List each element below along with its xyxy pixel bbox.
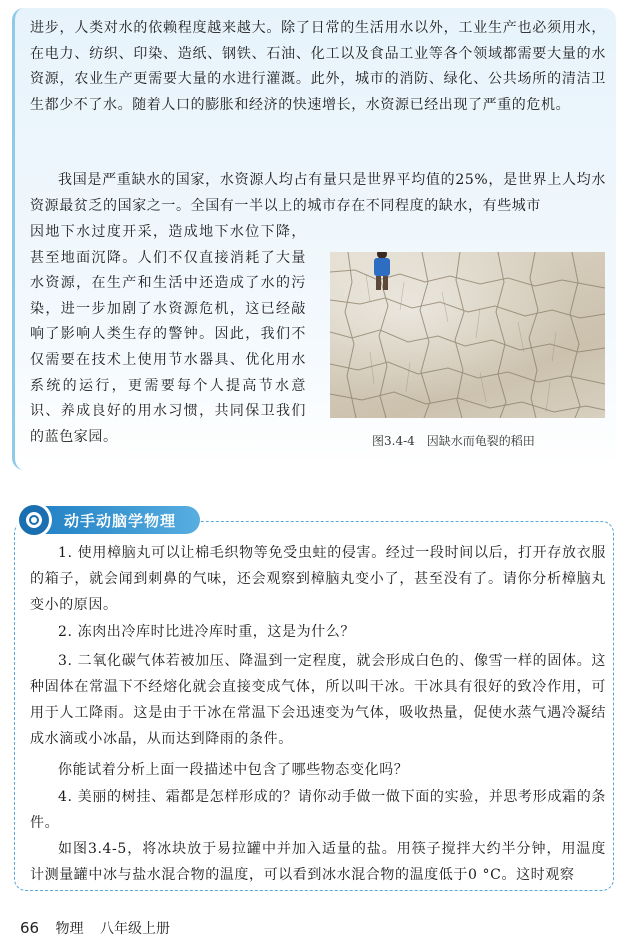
paragraph-water-demand: 进步，人类对水的依赖程度越来越大。除了日常的生活用水以外，工业生产也必须用水，在电力、纺织、印染、造纸、钢铁、石油、化工以及食品工业等各个领域都需要大量的水资源，农业生产更需要大量的水进行灌溉。此外，城市的消防、绿化、公共场所的清洁卫生都少不了水。随着人口的膨胀和经济的快速增长，水资源已经出现了严重的危机。 <box>30 20 606 113</box>
page-number: 66 <box>20 919 40 937</box>
question-4: 4. 美丽的树挂、霜都是怎样形成的？请你动手做一做下面的实验，并思考形成霜的条件。 <box>30 789 606 831</box>
question-3: 3. 二氧化碳气体若被加压、降温到一定程度，就会形成白色的、像雪一样的固体。这种固体在常温下不经熔化就会直接变成气体，所以叫干冰。干冰具有很好的致冷作用，可用于人工降雨。这是由于干冰在常温下会迅速变为气体，吸收热量，促使水蒸气遇冷凝结成水滴或小冰晶，从而达到降雨的条件。 <box>30 653 606 747</box>
activity-title: 动手动脑学物理 <box>64 512 177 530</box>
subject-label: 物理 <box>55 921 84 937</box>
question-4-experiment: 如图3.4-5，将冰块放于易拉罐中并加入适量的盐。用筷子搅拌大约半分钟，用温度计测量罐中冰与盐水混合物的温度，可以看到冰水混合物的温度低于0 °C。这时观察 <box>30 841 606 883</box>
paragraph-conservation: 因地下水过度开采，造成地下水位下降，甚至地面沉降。人们不仅直接消耗了大量水资源，在生产和生活中还造成了水的污染，进一步加剧了水资源危机，这已经敲响了影响人类生存的警钟。因此，我们不仅需要在技术上使用节水器具、优化用水系统的运行，更需要每个人提高节水意识、养成良好的用水习惯，共同保卫我们的蓝色家园。 <box>30 224 306 445</box>
target-icon <box>16 502 52 538</box>
page-footer <box>20 918 182 938</box>
question-2: 2. 冻肉出冷库时比进冷库时重，这是为什么？ <box>58 624 356 640</box>
cracked-paddy-field-photo <box>330 252 605 418</box>
question-3-followup: 你能试着分析上面一段描述中包含了哪些物态变化吗？ <box>58 762 409 778</box>
figure-caption: 图3.4-4 因缺水而龟裂的稻田 <box>372 434 535 448</box>
grade-label: 八年级上册 <box>100 921 170 937</box>
cracked-earth-pattern <box>330 252 605 418</box>
question-1: 1. 使用樟脑丸可以让棉毛织物等免受虫蛀的侵害。经过一段时间以后，打开存放衣服的箱子，就会闻到刺鼻的气味，还会观察到樟脑丸变小了，甚至没有了。请你分析樟脑丸变小的原因。 <box>30 545 606 613</box>
paragraph-water-shortage: 我国是严重缺水的国家，水资源人均占有量只是世界平均值的25%，是世界上人均水资源最贫乏的国家之一。全国有一半以上的城市存在不同程度的缺水，有些城市 <box>30 172 606 214</box>
